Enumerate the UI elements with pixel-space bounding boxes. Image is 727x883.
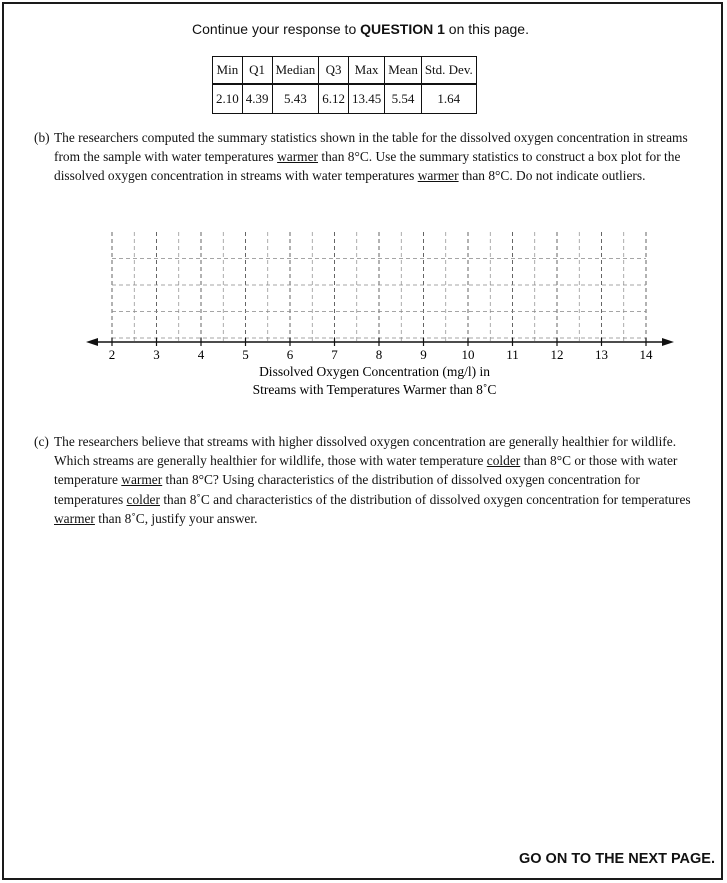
underlined-word: colder [486,453,521,469]
table-cell: 5.54 [385,84,422,114]
text-run: than 8°C or those with water temperature [54,453,678,488]
tick-label: 11 [506,347,519,362]
text-run: than 8°C. Use the summary statistics to construct a box plot for the dissolved oxygen concentration in streams with water temperatures [54,149,681,184]
x-axis-label-line1: Dissolved Oxygen Concentration (mg/l) in [259,364,491,379]
text-run: The researchers computed the summary statistics shown in the table for the dissolved oxygen concentration in streams from the sample with water temperatures [54,130,688,165]
tick-label: 6 [286,347,294,362]
header-suffix: on this page. [444,21,529,37]
dashed-grid [112,232,646,342]
text-run: The researchers believe that streams with higher dissolved oxygen concentration are generally healthier for wildlife. Which streams are generally healthier for wildlife, those with water temperature [54,434,677,469]
table-cell: 4.39 [242,84,272,114]
text-run: than 8°C. Do not indicate outliers. [458,168,646,184]
tick-label: 4 [197,347,205,362]
table-header-cell: Max [348,57,384,84]
number-line-axis [86,338,674,346]
tick-label: 5 [242,347,249,362]
table-header-cell: Min [213,57,243,84]
underlined-word: warmer [54,510,95,526]
table-header-cell: Q3 [319,57,349,84]
go-on-footer: GO ON TO THE NEXT PAGE. [518,851,715,867]
part-b-label: (b) [34,130,50,145]
table-cell: 5.43 [272,84,319,114]
part-c-label: (c) [34,434,49,449]
question-number: QUESTION 1 [360,21,445,37]
part-c-prompt [34,432,704,528]
tick-label: 3 [153,347,160,362]
tick-label: 2 [108,347,116,362]
header-prefix: Continue your response to [192,21,361,37]
tick-label: 14 [639,347,653,362]
table-header-cell: Q1 [242,57,272,84]
table-cell: 2.10 [213,84,243,114]
axis-arrow-right [662,338,674,346]
x-axis-label-line2: Streams with Temperatures Warmer than 8˚C [252,382,497,397]
underlined-word: warmer [417,168,459,184]
part-c-text [54,432,704,528]
underlined-word: colder [126,491,160,507]
tick-label: 12 [550,347,564,362]
table-header-cell: Median [272,57,319,84]
tick-label: 7 [331,347,338,362]
axis-arrow-left [86,338,98,346]
tick-label: 13 [595,347,608,362]
tick-label: 10 [461,347,475,362]
box-plot-answer-grid[interactable] [0,0,727,420]
table-header-cell: Mean [385,57,422,84]
tick-label: 8 [375,347,383,362]
table-header-cell: Std. Dev. [421,57,476,84]
table-cell: 1.64 [421,84,476,114]
table-cell: 6.12 [319,84,349,114]
underlined-word: warmer [121,472,163,488]
text-run: than 8˚C and characteristics of the distribution of dissolved oxygen concentration for temperatures [159,491,691,507]
tick-label: 9 [420,347,427,362]
text-run: than 8°C? Using characteristics of the distribution of dissolved oxygen concentration for temperatures [54,472,640,507]
table-cell: 13.45 [348,84,384,114]
text-run: than 8˚C, justify your answer. [94,510,258,526]
underlined-word: warmer [277,149,319,165]
